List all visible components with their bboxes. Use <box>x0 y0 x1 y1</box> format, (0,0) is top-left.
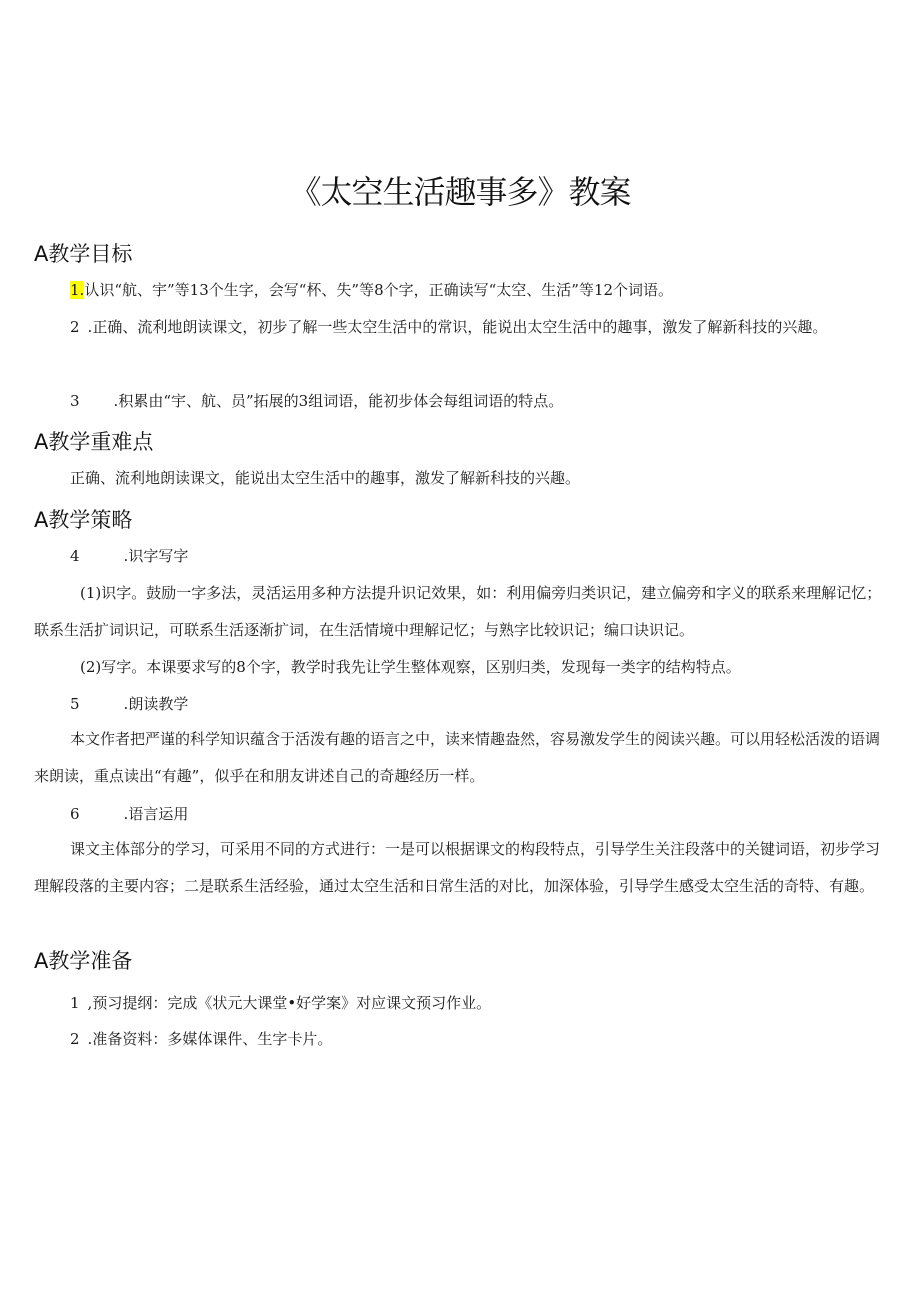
strategy-item-5-number: 5 <box>70 695 80 713</box>
goal-item-3-number: 3 <box>70 392 80 410</box>
strategy-item-4-para-1: (1)识字。鼓励一字多法，灵活运用多种方法提升识记效果，如：利用偏旁归类识记，建立偏旁和字义的联系来理解记忆；联系生活扩词识记，可联系生活逐渐扩词，在生活情境中理解记忆；与熟字比较识记；编口诀识记。 <box>34 584 882 639</box>
goal-item-3 <box>34 383 884 420</box>
section-heading-keypoints: A教学重难点 <box>34 430 154 454</box>
strategy-item-5-para-1: 本文作者把严谨的科学知识蕴含于活泼有趣的语言之中，读来情趣盎然，容易激发学生的阅读兴趣。可以用轻松活泼的语调来朗读，重点读出“有趣”，似乎在和朋友讲述自己的奇趣经历一样。 <box>34 730 881 785</box>
strategy-item-4-para-2: (2)写字。本课要求写的8个字，教学时我先让学生整体观察，区别归类，发现每一类字的结构特点。 <box>80 658 741 676</box>
goal-item-1-number: 1. <box>70 281 85 299</box>
prep-item-2 <box>34 1021 884 1058</box>
goal-item-1 <box>34 272 884 309</box>
prep-item-1 <box>34 985 884 1022</box>
strategy-item-4-heading <box>34 538 884 575</box>
strategy-item-6-para-1: 课文主体部分的学习，可采用不同的方式进行：一是可以根据课文的构段特点，引导学生关注段落中的关键词语，初步学习理解段落的主要内容；二是联系生活经验，通过太空生活和日常生活的对比，加深体验，引导学生感受太空生活的奇特、有趣。 <box>34 840 881 895</box>
goal-item-3-text: .积累由“宇、航、员”拓展的3组词语，能初步体会每组词语的特点。 <box>113 392 564 410</box>
page-title: 《太空生活趣事多》教案 <box>289 173 631 211</box>
keypoints-text: 正确、流利地朗读课文，能说出太空生活中的趣事，激发了解新科技的兴趣。 <box>70 469 581 487</box>
strategy-item-6-heading <box>34 796 884 833</box>
prep-item-2-text: .准备资料：多媒体课件、生字卡片。 <box>87 1030 333 1048</box>
section-heading-prep: A教学准备 <box>34 949 133 973</box>
strategy-item-5-heading <box>34 686 884 723</box>
prep-item-1-text: ,预习提纲：完成《状元大课堂•好学案》对应课文预习作业。 <box>87 994 492 1012</box>
prep-item-2-number: 2 <box>70 1030 80 1048</box>
goal-item-1-text: 认识“航、宇”等13个生字，会写“杯、失”等8个字，正确读写“太空、生活”等12个词语。 <box>84 281 674 299</box>
goal-item-2 <box>34 309 884 346</box>
goal-item-2-number: 2 <box>70 318 80 336</box>
goal-item-2-text: .正确、流利地朗读课文，初步了解一些太空生活中的常识，能说出太空生活中的趣事，激发了解新科技的兴趣。 <box>87 318 828 336</box>
strategy-item-6-number: 6 <box>70 805 80 823</box>
strategy-item-6-label: .语言运用 <box>123 805 189 823</box>
strategy-item-5-label: .朗读教学 <box>123 695 189 713</box>
prep-item-1-number: 1 <box>70 994 80 1012</box>
strategy-item-4-number: 4 <box>70 547 80 565</box>
strategy-item-4-label: .识字写字 <box>123 547 189 565</box>
section-heading-strategy: A教学策略 <box>34 508 133 532</box>
section-heading-goals: A教学目标 <box>34 242 133 266</box>
